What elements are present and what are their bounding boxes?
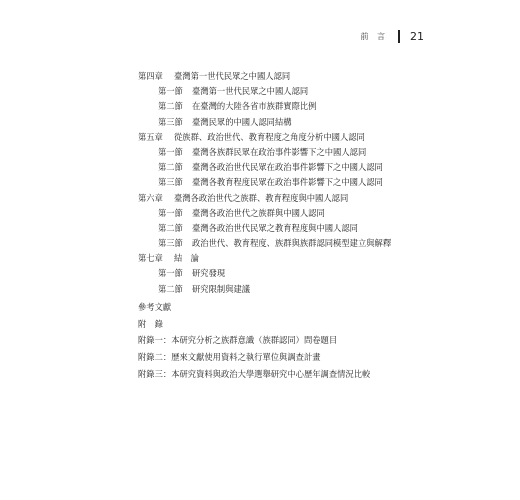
toc-chapter-4 [138, 69, 391, 84]
section-label: 第三節 [158, 177, 183, 188]
section-title: 臺灣各政治世代民眾在政治事件影響下之中國人認同 [192, 162, 383, 173]
page-number: 21 [410, 30, 424, 43]
chapter-label: 第五章 [138, 131, 163, 142]
running-header-label: 前 言 [360, 32, 388, 41]
toc-section [138, 175, 391, 190]
section-label: 第二節 [158, 283, 183, 294]
appendix-title: 附錄一：本研究分析之族群意識（族群認同）問卷題目 [138, 335, 338, 346]
toc-section [138, 221, 391, 236]
chapter-label: 第七章 [138, 253, 163, 264]
header-divider [398, 30, 400, 43]
toc-references [138, 299, 391, 316]
chapter-label: 第六章 [138, 192, 163, 203]
toc-chapter-6 [138, 191, 391, 206]
chapter-title: 從族群、政治世代、教育程度之角度分析中國人認同 [174, 131, 365, 142]
toc-section [138, 115, 391, 130]
toc-section [138, 266, 391, 281]
section-label: 第二節 [158, 162, 183, 173]
section-label: 第三節 [158, 116, 183, 127]
section-label: 第三節 [158, 238, 183, 249]
toc-section [138, 99, 391, 114]
section-title: 臺灣各政治世代民眾之教育程度與中國人認同 [192, 222, 358, 233]
section-title: 臺灣第一世代民眾之中國人認同 [192, 86, 309, 97]
section-title: 研究發現 [192, 268, 226, 279]
toc-section [138, 206, 391, 221]
toc-section [138, 282, 391, 297]
chapter-title: 臺灣第一世代民眾之中國人認同 [174, 71, 291, 81]
references-title: 參考文獻 [138, 301, 172, 312]
appendix-heading: 附 錄 [138, 318, 163, 329]
chapter-title: 臺灣各政治世代之族群、教育程度與中國人認同 [174, 192, 349, 203]
toc-appendix-heading [138, 316, 391, 333]
table-of-contents [138, 69, 391, 383]
section-title: 研究限制與建議 [192, 283, 251, 294]
section-title: 臺灣各教育程度民眾在政治事件影響下之中國人認同 [192, 177, 383, 188]
toc-section [138, 84, 391, 99]
section-title: 政治世代、教育程度、族群與族群認同模型建立與解釋 [192, 238, 392, 249]
chapter-label: 第四章 [138, 71, 163, 81]
toc-section [138, 160, 391, 175]
toc-section [138, 145, 391, 160]
section-title: 在臺灣的大陸各省市族群實際比例 [192, 101, 317, 112]
chapter-title: 結 論 [174, 253, 199, 264]
section-label: 第一節 [158, 146, 183, 157]
toc-chapter-5 [138, 130, 391, 145]
toc-appendix-2 [138, 349, 391, 366]
toc-section [138, 236, 391, 251]
section-label: 第一節 [158, 207, 183, 218]
toc-chapter-7 [138, 251, 391, 266]
toc-appendix-1 [138, 332, 391, 349]
running-header [360, 30, 424, 43]
section-title: 臺灣民眾的中國人認同結構 [192, 116, 292, 127]
section-label: 第一節 [158, 86, 183, 97]
section-title: 臺灣各政治世代之族群與中國人認同 [192, 207, 325, 218]
section-label: 第二節 [158, 101, 183, 112]
section-title: 臺灣各族群民眾在政治事件影響下之中國人認同 [192, 146, 367, 157]
section-label: 第二節 [158, 222, 183, 233]
appendix-title: 附錄二：歷來文獻使用資料之執行單位與調查計畫 [138, 352, 321, 363]
appendix-title: 附錄三：本研究資料與政治大學選舉研究中心歷年調查情況比較 [138, 369, 371, 379]
toc-appendix-3 [138, 366, 391, 383]
section-label: 第一節 [158, 268, 183, 279]
